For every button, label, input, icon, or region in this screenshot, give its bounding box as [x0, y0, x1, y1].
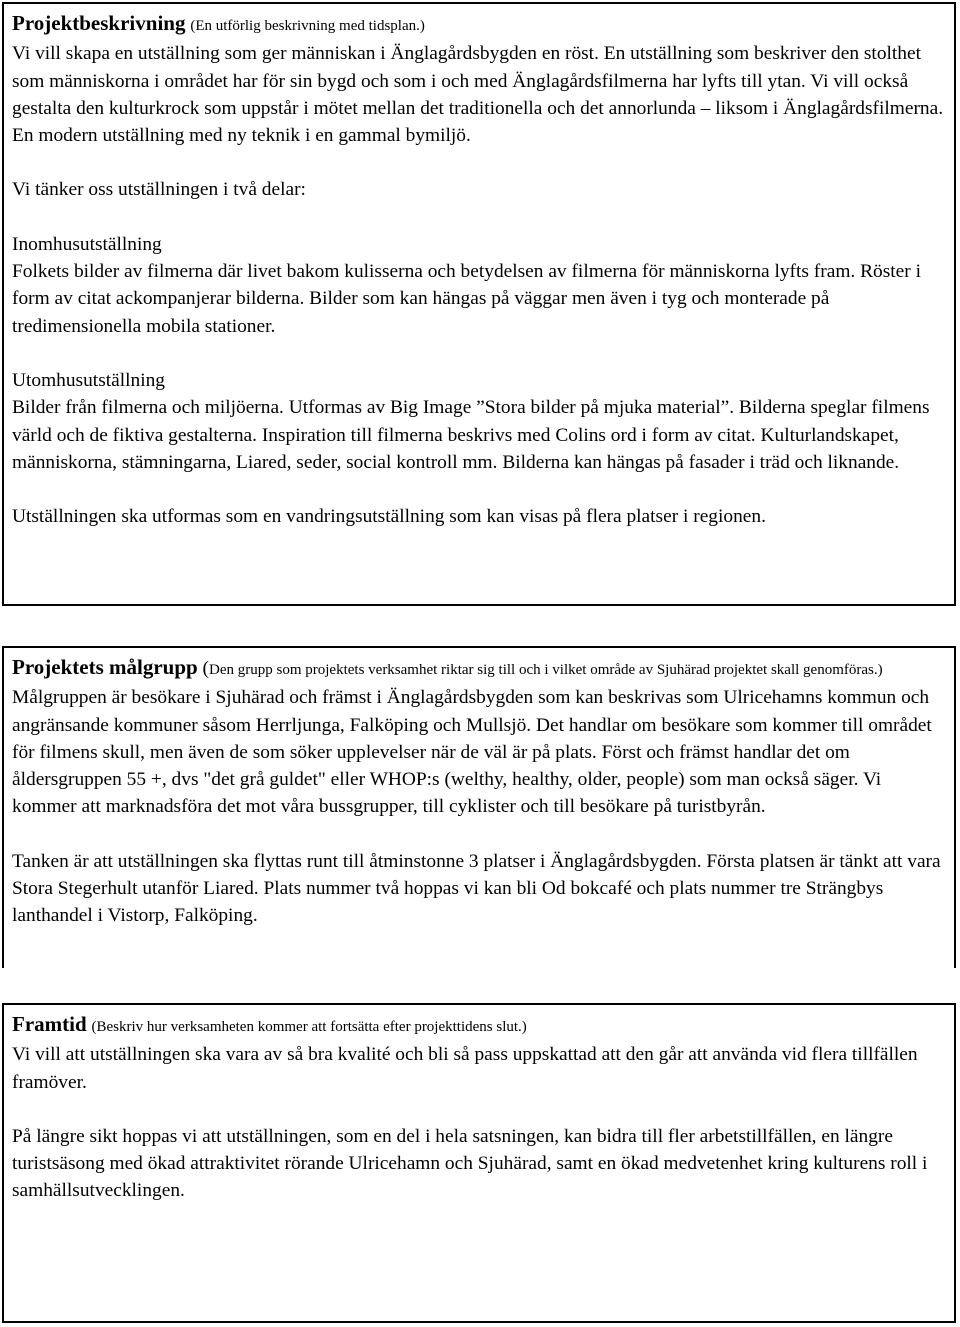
paragraph: Folkets bilder av filmerna där livet bakom kulisserna och betydelsen av filmerna för människorna lyfts fram. Röster i form av citat ackompanjerar bilderna. Bilder som kan hängas på väggar men även i tyg och monterade på tredimensionella mobila stationer.: [12, 261, 921, 337]
paragraph: Vi vill skapa en utställning som ger människan i Änglagårdsbygden en röst. En utställning som beskriver den stolthet som människorna i området har för sin bygd och som i och med Änglagårdsfilmerna har lyfts till ytan. Vi vill också gestalta den kulturkrock som uppstår i mötet mellan det traditionella och det annorlunda – liksom i Änglagårdsfilmerna. En modern utställning med ny teknik i en gammal bymiljö.: [12, 43, 944, 147]
project-description-box: [2, 2, 956, 606]
paragraph: Tanken är att utställningen ska flyttas runt till åtminstonne 3 platser i Änglagårdsbygden. Första platsen är tänkt att vara Stora Stegerhult utanför Liared. Plats nummer två hoppas vi kan bli Od bokcafé och plats nummer tre Strängbys lanthandel i Vistorp, Falköping.: [12, 850, 941, 927]
section-hint: (Beskriv hur verksamheten kommer att fortsätta efter projekttidens slut.): [91, 1019, 527, 1035]
section-heading: Projektets målgrupp (Den grupp som projektets verksamhet riktar sig till och i vilket område av Sjuhärad projektet skall genomföras.): [12, 655, 883, 679]
section-title: Framtid: [12, 1012, 87, 1036]
paragraph: Bilder från filmerna och miljöerna. Utformas av Big Image ”Stora bilder på mjuka material”. Bilderna speglar filmens värld och de fiktiva gestalterna. Inspiration till filmerna beskrivs med Colins ord i form av citat. Kulturlandskapet, människorna, stämningarna, Liared, seder, social kontroll mm. Bilderna kan hängas på fasader i träd och liknande.: [12, 397, 930, 473]
target-group-box: [2, 646, 956, 968]
subheading-indoor: Inomhusutställning: [12, 233, 162, 255]
paragraph: Vi tänker oss utställningen i två delar:: [12, 179, 306, 201]
future-box: [2, 1003, 956, 1323]
subheading-outdoor: Utomhusutställning: [12, 369, 165, 391]
section-heading: [12, 1011, 946, 1041]
section-title: Projektbeskrivning: [12, 11, 186, 35]
paragraph: Utställningen ska utformas som en vandringsutställning som kan visas på flera platser i regionen.: [12, 506, 766, 528]
section-heading: [12, 10, 946, 40]
section-title: Projektets målgrupp: [12, 655, 198, 679]
paragraph: På längre sikt hoppas vi att utställningen, som en del i hela satsningen, kan bidra till fler arbetstillfällen, en längre turistsäsong med ökad attraktivitet rörande Ulricehamn och Sjuhärad, samt en ökad medvetenhet kring kulturens roll i samhällsutvecklingen.: [12, 1125, 928, 1202]
paragraph: Målgruppen är besökare i Sjuhärad och främst i Änglagårdsbygden som kan beskrivas som Ulricehamns kommun och angränsande kommuner såsom Herrljunga, Falköping och Mullsjö. Det handlar om besökare som kommer till området för filmens skull, men även de som söker upplevelser när de väl är på plats. Först och främst handlar det om åldersgruppen 55 +, dvs "det grå guldet" eller WHOP:s (welthy, healthy, older, people) som man också säger. Vi kommer att marknadsföra det mot våra bussgrupper, till cyklister och till besökare på turistbyrån.: [12, 687, 932, 818]
section-hint: Den grupp som projektets verksamhet riktar sig till och i vilket område av Sjuhärad projektet skall genomföras.): [209, 662, 883, 678]
section-hint: (En utförlig beskrivning med tidsplan.): [190, 18, 425, 34]
paragraph: Vi vill att utställningen ska vara av så bra kvalité och bli så pass uppskattad att den går att använda vid flera tillfällen framöver.: [12, 1044, 918, 1093]
